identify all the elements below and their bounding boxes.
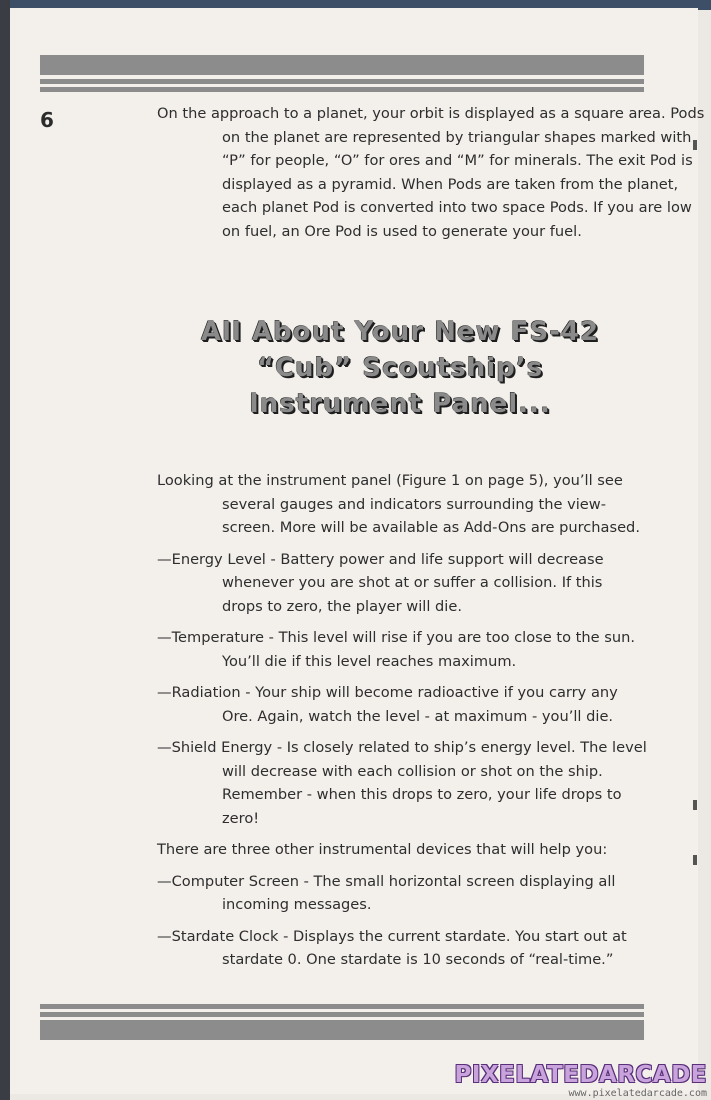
temperature-item: —Temperature - This level will rise if you are too close to the sun. You’ll die if this level reaches maximum.	[157, 629, 635, 670]
watermark-url: www.pixelatedarcade.com	[568, 1088, 707, 1099]
top-rule-thin	[40, 87, 644, 92]
bottom-rule-thin	[40, 1004, 644, 1009]
bottom-rule-bars	[40, 1004, 644, 1040]
shield-energy-item: —Shield Energy - Is closely related to ship’s energy level. The level will decrease with each collision or shot on the ship. Remember - when this drops to zero, your life drops to zero!	[157, 739, 647, 827]
heading-line-3: Instrument Panel...	[249, 389, 551, 419]
top-rule-thick	[40, 55, 644, 75]
watermark-title: PIXELATEDARCADE	[454, 1062, 707, 1088]
stardate-clock-item: —Stardate Clock - Displays the current stardate. You start out at stardate 0. One stardate is 10 seconds of “real-time.”	[157, 927, 627, 968]
radiation-item: —Radiation - Your ship will become radioactive if you carry any Ore. Again, watch the level - at maximum - you’ll die.	[157, 684, 618, 725]
top-rule-thin	[40, 79, 644, 84]
instrument-panel-text	[157, 469, 647, 980]
bottom-rule-thick	[40, 1020, 644, 1040]
top-rule-bars	[40, 55, 644, 92]
intro-instrument-paragraph: Looking at the instrument panel (Figure 1 on page 5), you’ll see several gauges and indicators surrounding the view-screen. More will be available as Add-Ons are purchased.	[157, 472, 640, 536]
computer-screen-item: —Computer Screen - The small horizontal screen displaying all incoming messages.	[157, 872, 616, 913]
bottom-rule-thin	[40, 1012, 644, 1017]
page-number: 6	[40, 108, 54, 132]
binding-staple-mark	[693, 855, 697, 865]
binding-staple-mark	[693, 140, 697, 150]
manual-page	[10, 8, 705, 1094]
binding-staple-mark	[693, 800, 697, 810]
heading-line-2: “Cub” Scoutship’s	[256, 353, 544, 383]
section-heading	[150, 314, 650, 422]
energy-level-item: —Energy Level - Battery power and life support will decrease whenever you are shot at or suffer a collision. If this drops to zero, the player will die.	[157, 550, 604, 615]
intro-paragraph: On the approach to a planet, your orbit is displayed as a square area. Pods on the planet are represented by triangular shapes marked with “P” for people, “O” for ores and “M” for minerals. The exit Pod is displayed as a pyramid. When Pods are taken from the planet, each planet Pod is converted into two space Pods. If you are low on fuel, an Ore Pod is used to generate your fuel.	[157, 105, 705, 240]
watermark	[454, 1062, 707, 1100]
heading-line-1: All About Your New FS-42	[200, 317, 600, 347]
scan-edge-left	[0, 0, 10, 1100]
other-devices-paragraph: There are three other instrumental devices that will help you:	[157, 841, 608, 858]
